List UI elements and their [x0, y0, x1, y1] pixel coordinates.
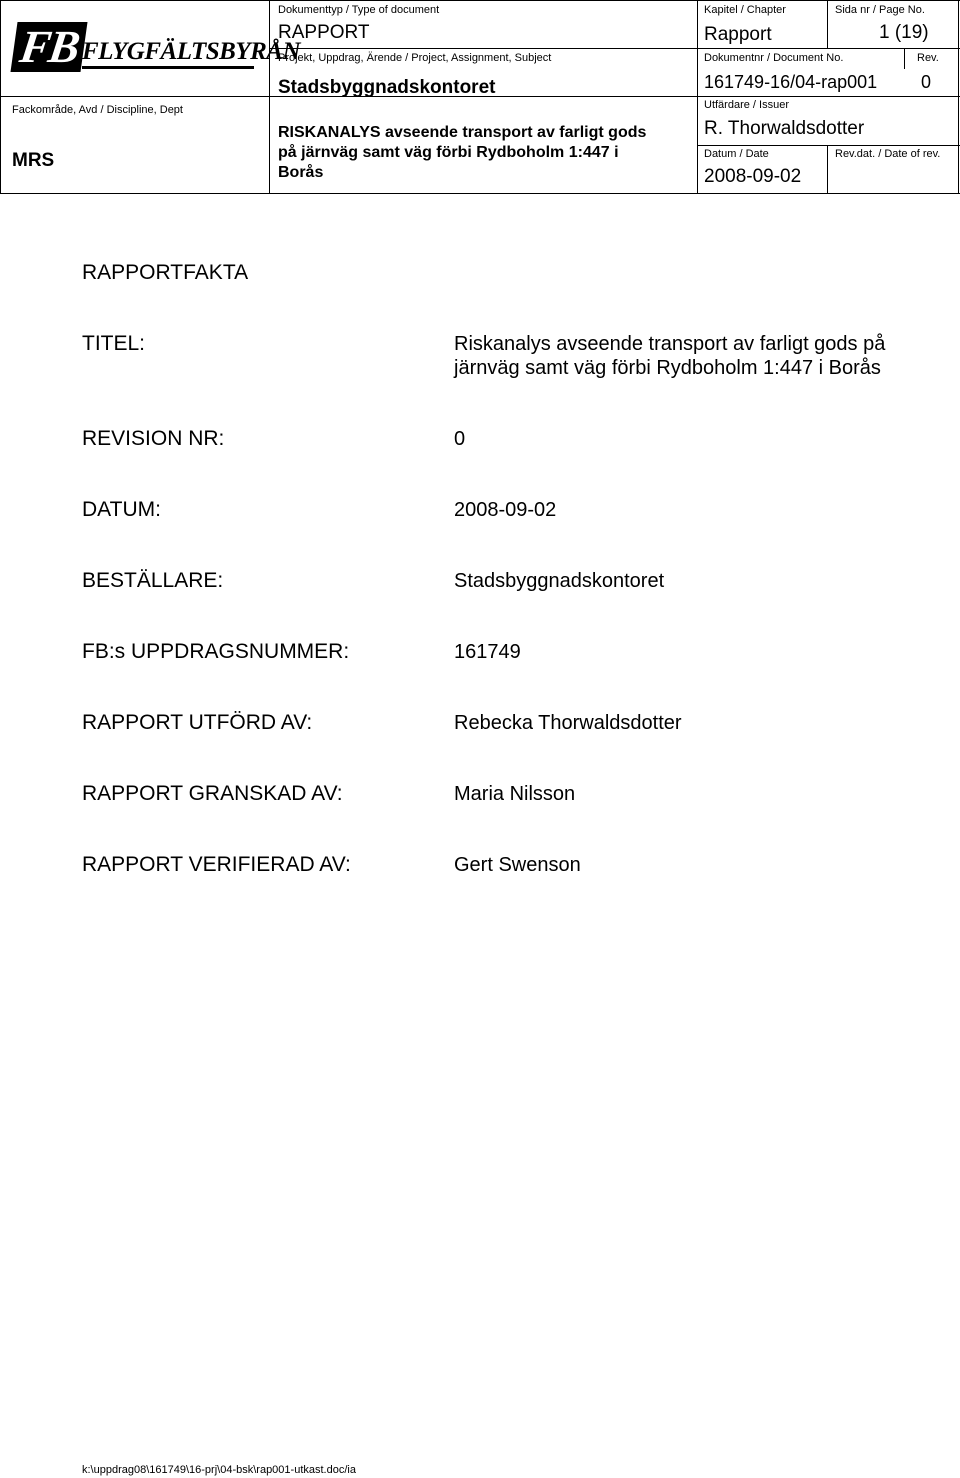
- header-border-top: [0, 0, 960, 1]
- header-line-issuer: [698, 145, 960, 146]
- docno-label: Dokumentnr / Document No.: [704, 52, 844, 64]
- flygfaltsbyran-logo: [14, 21, 301, 74]
- performed-by-value: Rebecka Thorwaldsdotter: [454, 712, 682, 734]
- client-value: Stadsbyggnadskontoret: [454, 570, 665, 592]
- title-line-1: Riskanalys avseende transport av farligt gods på: [454, 333, 886, 355]
- issuer-label: Utfärdare / Issuer: [704, 99, 789, 111]
- report-facts-heading: RAPPORTFAKTA: [82, 261, 249, 284]
- header-line-doctype: [270, 48, 698, 49]
- issuer-value: R. Thorwaldsdotter: [704, 118, 865, 139]
- footer-file-path: k:\uppdrag08\161749\16-prj\04-bsk\rap001-utkast.doc/ia: [82, 1464, 356, 1476]
- dept-value: MRS: [12, 150, 55, 171]
- header-border-right: [958, 0, 959, 194]
- header-border-bottom: [0, 193, 960, 194]
- doctype-value: RAPPORT: [278, 22, 370, 43]
- reviewed-by-label: RAPPORT GRANSKAD AV:: [82, 782, 343, 805]
- verified-by-label: RAPPORT VERIFIERAD AV:: [82, 853, 351, 876]
- subject-line-1: RISKANALYS avseende transport av farligt gods: [278, 124, 647, 141]
- date-row-value: 2008-09-02: [454, 499, 557, 521]
- chapter-value: Rapport: [704, 24, 772, 45]
- logo-name: FLYGFÄLTSBYRÅN: [82, 38, 301, 65]
- assignment-number-label: FB:s UPPDRAGSNUMMER:: [82, 640, 350, 663]
- title-label: TITEL:: [82, 332, 146, 355]
- header-line-docno: [698, 96, 960, 97]
- header-line-chapter: [698, 48, 960, 49]
- reviewed-by-value: Maria Nilsson: [454, 783, 576, 805]
- logo-fb-mark: FB: [10, 22, 87, 72]
- logo-underline: [82, 66, 254, 69]
- docno-value: 161749-16/04-rap001: [704, 72, 878, 92]
- title-line-2: järnväg samt väg förbi Rydboholm 1:447 i Borås: [454, 357, 881, 379]
- revision-label: REVISION NR:: [82, 427, 225, 450]
- page-label: Sida nr / Page No.: [835, 4, 925, 16]
- verified-by-value: Gert Swenson: [454, 854, 581, 876]
- header-divider-page: [827, 0, 828, 48]
- header-divider-meta: [697, 0, 698, 194]
- date-label: Datum / Date: [704, 148, 769, 160]
- dept-label: Fackområde, Avd / Discipline, Dept: [12, 104, 183, 116]
- assignment-number-value: 161749: [454, 641, 521, 663]
- revdate-label: Rev.dat. / Date of rev.: [835, 148, 941, 160]
- subject-line-3: Borås: [278, 164, 324, 181]
- header-divider-logo: [269, 0, 270, 194]
- subject-line-2: på järnväg samt väg förbi Rydboholm 1:447 i: [278, 144, 619, 161]
- performed-by-label: RAPPORT UTFÖRD AV:: [82, 711, 313, 734]
- project-label: Projekt, Uppdrag, Ärende / Project, Assignment, Subject: [278, 52, 552, 64]
- date-row-label: DATUM:: [82, 498, 161, 521]
- client-label: BESTÄLLARE:: [82, 569, 224, 592]
- rev-label: Rev.: [917, 52, 939, 64]
- doctype-label: Dokumenttyp / Type of document: [278, 4, 440, 16]
- header-divider-rev: [904, 49, 905, 69]
- date-value: 2008-09-02: [704, 166, 802, 187]
- header-divider-revdate: [827, 145, 828, 193]
- page-value: 1 (19): [879, 22, 929, 43]
- rev-value: 0: [921, 72, 932, 92]
- chapter-label: Kapitel / Chapter: [704, 4, 786, 16]
- revision-value: 0: [454, 428, 466, 450]
- header-border-left: [0, 0, 1, 194]
- header-line-logo: [0, 96, 270, 97]
- project-value: Stadsbyggnadskontoret: [278, 77, 496, 98]
